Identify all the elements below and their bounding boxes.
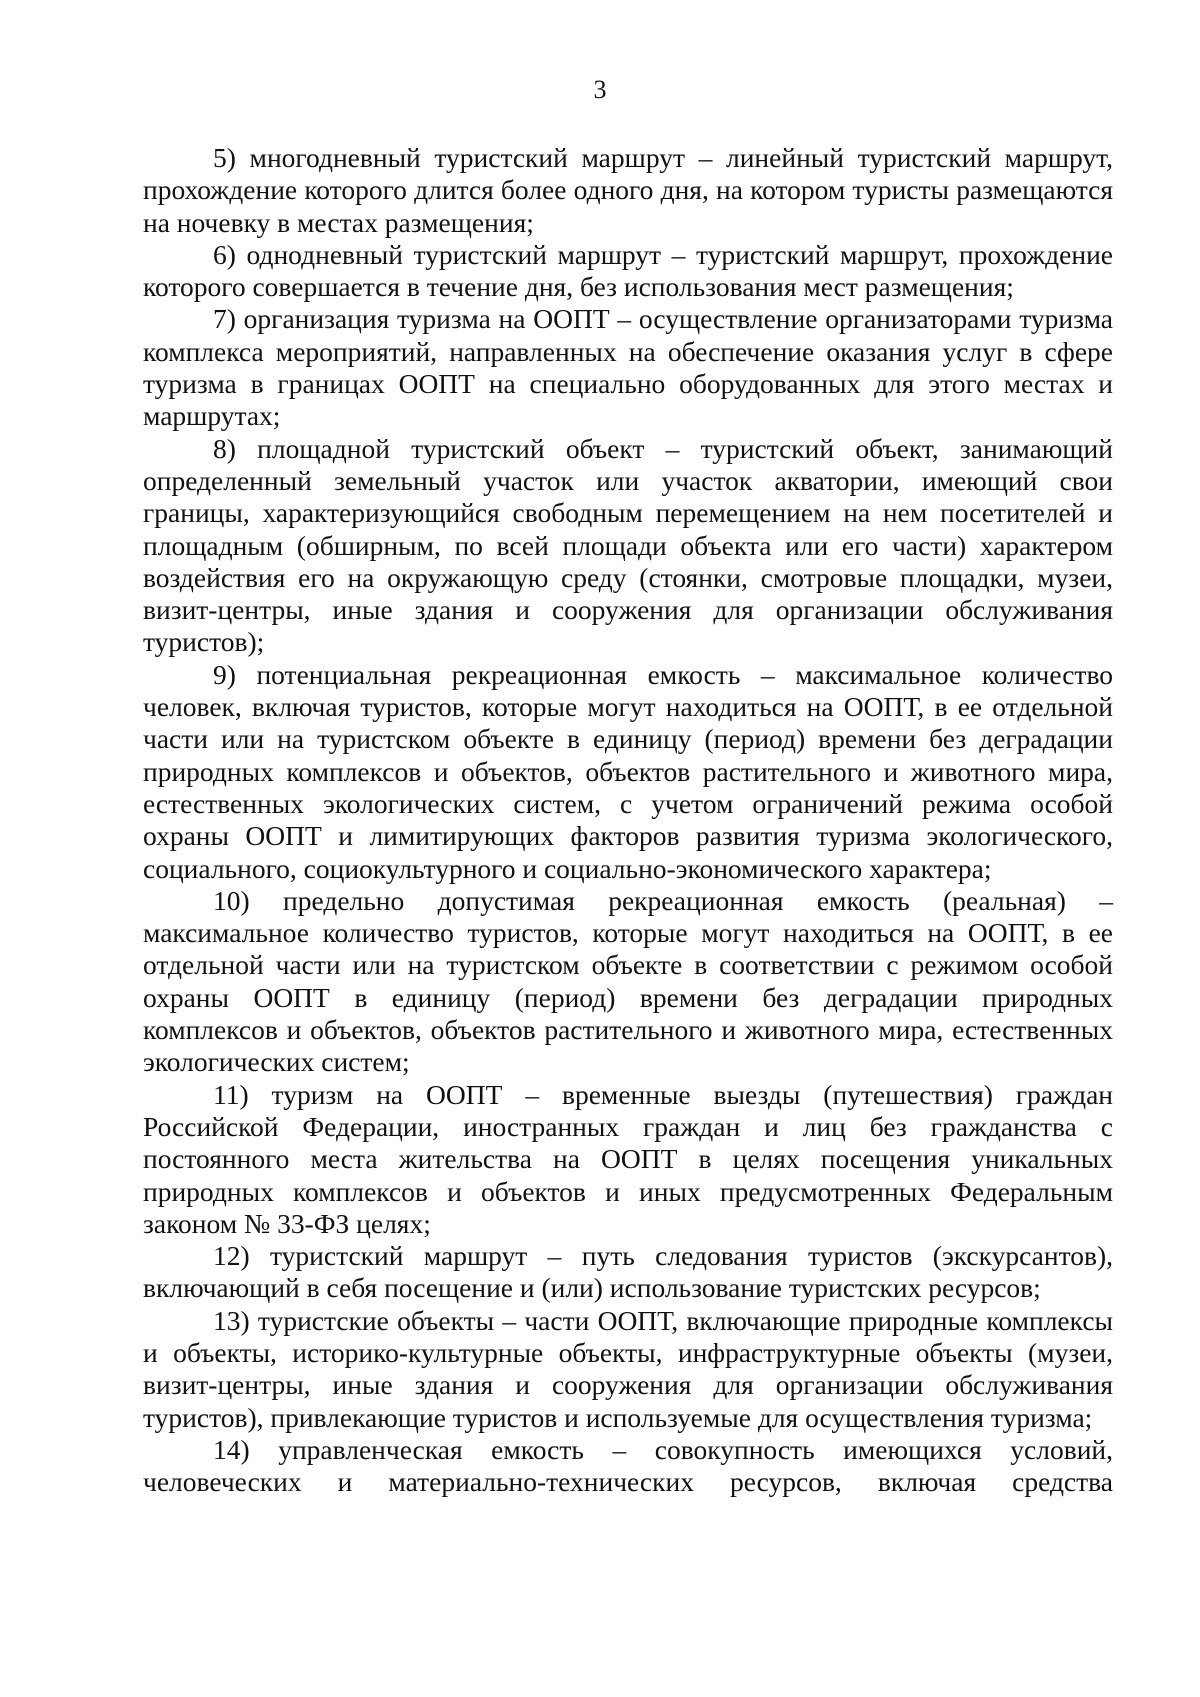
- definition-paragraph-5: 5) многодневный туристский маршрут – линейный туристский маршрут, прохождение которого длится более одного дня, на котором туристы размещаются на ночевку в местах размещения;: [143, 142, 1113, 238]
- definition-paragraph-9: 9) потенциальная рекреационная емкость – максимальное количество человек, включая туристов, которые могут находиться на ООПТ, в ее отдельной части или на туристском объекте в единицу (период) времени без деградации природных комплексов и объектов, объектов растительного и животного мира, естественных экологических систем, с учетом ограничений режима особой охраны ООПТ и лимитирующих факторов развития туризма экологического, социального, социокультурного и социально-экономического характера;: [143, 658, 1113, 884]
- document-body: [143, 142, 1113, 1498]
- definition-paragraph-11: 11) туризм на ООПТ – временные выезды (путешествия) граждан Российской Федерации, иностранных граждан и лиц без гражданства с постоянного места жительства на ООПТ в целях посещения уникальных природных комплексов и объектов и иных предусмотренных Федеральным законом № 33-ФЗ целях;: [143, 1078, 1113, 1239]
- definition-paragraph-10: 10) предельно допустимая рекреационная емкость (реальная) – максимальное количество туристов, которые могут находиться на ООПТ, в ее отдельной части или на туристском объекте в соответствии с режимом особой охраны ООПТ в единицу (период) времени без деградации природных комплексов и объектов, объектов растительного и животного мира, естественных экологических систем;: [143, 884, 1113, 1078]
- page-number: 3: [593, 75, 607, 104]
- definition-paragraph-14: 14) управленческая емкость – совокупность имеющихся условий, человеческих и материально-технических ресурсов, включая средства: [143, 1433, 1113, 1498]
- definition-paragraph-13: 13) туристские объекты – части ООПТ, включающие природные комплексы и объекты, историко-культурные объекты, инфраструктурные объекты (музеи, визит-центры, иные здания и сооружения для организации обслуживания туристов), привлекающие туристов и используемые для осуществления туризма;: [143, 1304, 1113, 1433]
- definition-paragraph-7: 7) организация туризма на ООПТ – осуществление организаторами туризма комплекса мероприятий, направленных на обеспечение оказания услуг в сфере туризма в границах ООПТ на специально оборудованных для этого местах и маршрутах;: [143, 303, 1113, 432]
- definition-paragraph-6: 6) однодневный туристский маршрут – туристский маршрут, прохождение которого совершается в течение дня, без использования мест размещения;: [143, 238, 1113, 303]
- definition-paragraph-12: 12) туристский маршрут – путь следования туристов (экскурсантов), включающий в себя посещение и (или) использование туристских ресурсов;: [143, 1240, 1113, 1304]
- definition-paragraph-8: 8) площадной туристский объект – туристский объект, занимающий определенный земельный участок или участок акватории, имеющий свои границы, характеризующийся свободным перемещением на нем посетителей и площадным (обширным, по всей площади объекта или его части) характером воздействия его на окружающую среду (стоянки, смотровые площадки, музеи, визит-центры, иные здания и сооружения для организации обслуживания туристов);: [143, 432, 1113, 658]
